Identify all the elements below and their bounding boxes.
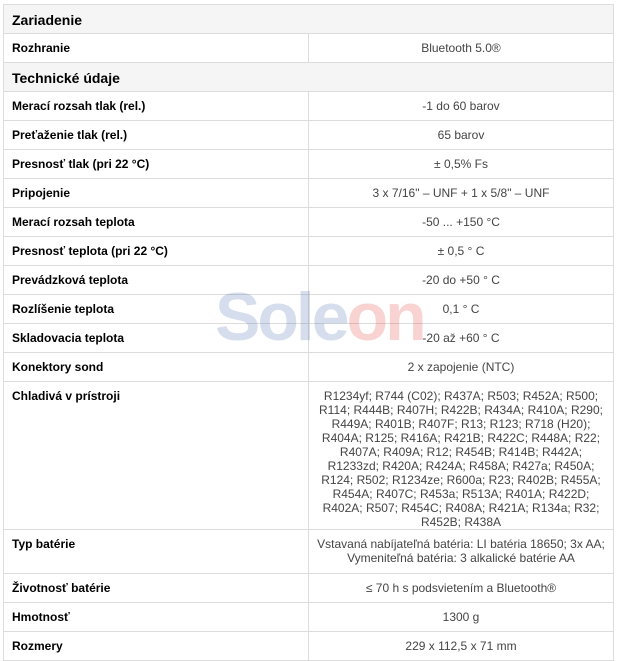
row-label: Prevádzková teplota	[4, 266, 309, 295]
table-row	[4, 530, 614, 574]
row-value: 229 x 112,5 x 71 mm	[309, 632, 614, 661]
table-row	[4, 34, 614, 63]
row-label: Pripojenie	[4, 179, 309, 208]
row-value: Bluetooth 5.0®	[309, 34, 614, 63]
section-title: Technické údaje	[4, 63, 614, 92]
section-header-device	[4, 5, 614, 34]
row-label: Merací rozsah teplota	[4, 208, 309, 237]
table-row	[4, 92, 614, 121]
row-value: ± 0,5 ° C	[309, 237, 614, 266]
row-value: ± 0,5% Fs	[309, 150, 614, 179]
row-value: ≤ 70 h s podsvietením a Bluetooth®	[309, 574, 614, 603]
table-row	[4, 574, 614, 603]
section-title: Zariadenie	[4, 5, 614, 34]
section-header-technical	[4, 63, 614, 92]
row-label: Merací rozsah tlak (rel.)	[4, 92, 309, 121]
row-value: 1300 g	[309, 603, 614, 632]
table-row	[4, 121, 614, 150]
watermark-part: Sole	[215, 279, 347, 355]
table-row	[4, 324, 614, 353]
row-value: Vstavaná nabíjateľná batéria: LI batéria 18650; 3x AA; Vymeniteľná batéria: 3 alkalické batérie AA	[309, 530, 614, 574]
row-value: -50 ... +150 °C	[309, 208, 614, 237]
row-label: Preťaženie tlak (rel.)	[4, 121, 309, 150]
row-label: Životnosť batérie	[4, 574, 309, 603]
row-label: Presnosť tlak (pri 22 °C)	[4, 150, 309, 179]
row-label: Konektory sond	[4, 353, 309, 382]
row-value: -20 až +60 ° C	[309, 324, 614, 353]
table-row	[4, 208, 614, 237]
table-row	[4, 150, 614, 179]
specs-table	[3, 4, 614, 661]
row-label: Presnosť teplota (pri 22 °C)	[4, 237, 309, 266]
row-value: 65 barov	[309, 121, 614, 150]
watermark-part: on	[346, 279, 424, 355]
row-label: Rozhranie	[4, 34, 309, 63]
table-row	[4, 382, 614, 530]
table-row	[4, 179, 614, 208]
row-label: Skladovacia teplota	[4, 324, 309, 353]
table-row	[4, 603, 614, 632]
row-label: Typ batérie	[4, 530, 309, 574]
table-row	[4, 632, 614, 661]
row-label: Rozmery	[4, 632, 309, 661]
table-row	[4, 266, 614, 295]
row-label: Rozlíšenie teplota	[4, 295, 309, 324]
row-value: 2 x zapojenie (NTC)	[309, 353, 614, 382]
table-row	[4, 353, 614, 382]
row-value: 3 x 7/16" – UNF + 1 x 5/8" – UNF	[309, 179, 614, 208]
table-row	[4, 237, 614, 266]
row-value: -20 do +50 ° C	[309, 266, 614, 295]
row-label: Chladivá v prístroji	[4, 382, 309, 530]
row-label: Hmotnosť	[4, 603, 309, 632]
row-value: R1234yf; R744 (C02); R437A; R503; R452A; R500; R114; R444B; R407H; R422B; R434A; R410A; R290; R449A; R401B; R407F; R13; R123; R718 (H20); R404A; R125; R416A; R421B; R422C; R448A; R22; R407A; R409A; R12; R454B; R414B; R442A; R1233zd; R420A; R424A; R458A; R427a; R450A; R124; R502; R1234ze; R600a; R23; R402B; R455A; R454A; R407C; R453a; R513A; R401A; R422D; R402A; R507; R454C; R408A; R421A; R134a; R32; R452B; R438A	[309, 382, 614, 530]
table-row	[4, 295, 614, 324]
row-value: 0,1 ° C	[309, 295, 614, 324]
row-value: -1 do 60 barov	[309, 92, 614, 121]
